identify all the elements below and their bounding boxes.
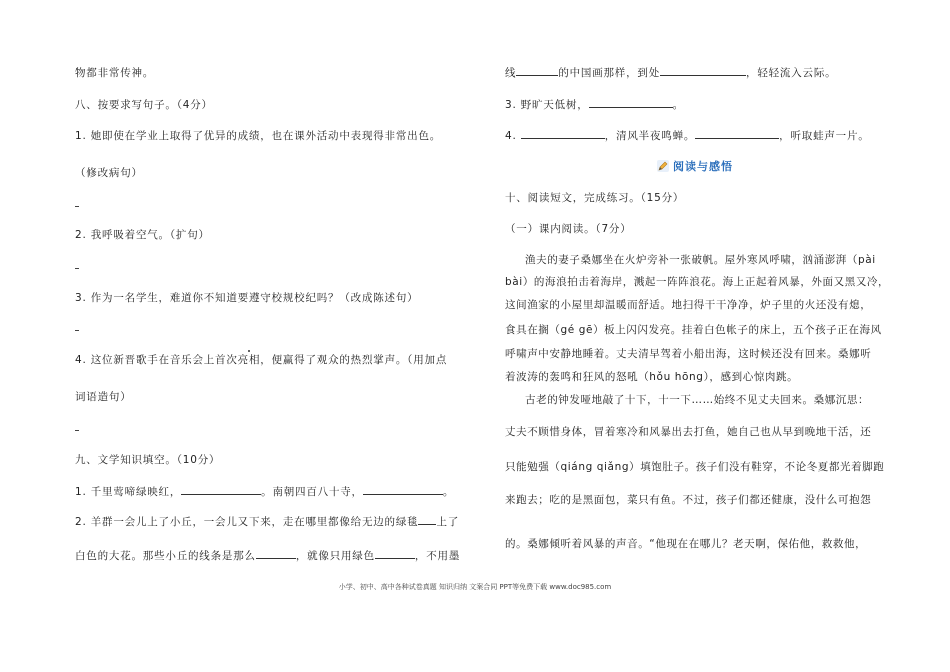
- reading-section-heading: [505, 158, 885, 174]
- fill-3-text-a: 3. 野旷天低树，: [505, 99, 589, 111]
- passage-line: 只能勉强（qiáng qiǎng）填饱肚子。孩子们没有鞋穿，不论冬夏都光着脚跑: [505, 461, 885, 473]
- passage-line: bài）的海浪拍击着海岸，溅起一阵阵浪花。海上正起着风暴，外面又黑又冷，: [505, 276, 890, 288]
- fill-question-2-line-3: [505, 65, 836, 80]
- question-2: 2. 我呼吸着空气。（扩句）: [75, 229, 210, 241]
- fill-4-text-c: ，听取蛙声一片。: [779, 130, 870, 142]
- page-footer: 小学、初中、高中各种试卷真题 知识归纳 文案合同 PPT等免费下载 www.doc985.com: [338, 583, 612, 591]
- fill-2-text-a: 2. 羊群一会儿上了小丘，一会儿又下来，走在哪里都像给无边的绿毯: [75, 516, 419, 528]
- fill-4-text-b: ，清风半夜鸣蝉。: [604, 130, 696, 142]
- continuation-text: 物都非常传神。: [75, 67, 155, 79]
- dotted-word: 亮相: [237, 354, 261, 366]
- section-8-title: 八、按要求写句子。（4分）: [75, 99, 213, 111]
- passage-line: 来跑去；吃的是黑面包，菜只有鱼。不过，孩子们都还健康，没什么可抱怨: [505, 494, 872, 506]
- question-4-cont: 词语造句）: [75, 391, 132, 403]
- fill-2-text-g: 的中国画那样，到处: [558, 67, 661, 79]
- reading-heading-text: 阅读与感悟: [673, 160, 733, 173]
- section-10-title: 十、阅读短文，完成练习。（15分）: [505, 192, 685, 204]
- fill-question-3: [505, 97, 684, 112]
- passage-line: 古老的钟发哑地敲了十下，十一下……始终不见丈夫回来。桑娜沉思：: [525, 394, 870, 406]
- fill-question-2-line-2: [75, 548, 460, 563]
- passage-line: 丈夫不顾惜身体，冒着寒冷和风暴出去打鱼，她自己也从早到晚地干活，还: [505, 426, 872, 438]
- pencil-icon: [657, 160, 669, 172]
- question-1: 1. 她即使在学业上取得了优异的成绩，也在课外活动中表现得非常出色。: [75, 130, 442, 142]
- fill-question-1: [75, 484, 454, 499]
- question-4: [75, 352, 447, 367]
- passage-line: 这间渔家的小屋里却温暖而舒适。地扫得干干净净，炉子里的火还没有熄，: [505, 299, 872, 311]
- fill-2-text-f: 线: [505, 67, 517, 79]
- passage-line: 渔夫的妻子桑娜坐在火炉旁补一张破帆。屋外寒风呼啸，汹涌澎湃（pài: [525, 254, 876, 266]
- question-4-text-b: ，便赢得了观众的热烈掌声。（用加点: [260, 354, 448, 366]
- fill-2-text-c: 白色的大花。那些小丘的线条是那么: [75, 550, 256, 562]
- fill-2-text-e: ，不用墨: [414, 550, 461, 562]
- passage-line: 呼啸声中安静地睡着。丈夫清早驾着小船出海，这时候还没有回来。桑娜听: [505, 348, 872, 360]
- blank-6[interactable]: [516, 66, 558, 76]
- blank-4[interactable]: [256, 549, 296, 559]
- fill-1-text-a: 1. 千里莺啼绿映红，: [75, 486, 182, 498]
- fill-1-text-b: 。南朝四百八十寺，: [261, 486, 363, 498]
- passage-line: 着波涛的轰鸣和狂风的怒吼（hǒu hōng），感到心惊肉跳。: [505, 371, 799, 383]
- blank-2[interactable]: [363, 485, 443, 495]
- question-1-note: （修改病句）: [75, 167, 143, 179]
- blank-9[interactable]: [521, 129, 605, 139]
- answer-line-4[interactable]: [75, 430, 79, 431]
- question-4-text-a: 4. 这位新晋歌手在音乐会上首次: [75, 354, 238, 366]
- fill-4-text-a: 4.: [505, 130, 521, 142]
- fill-question-4: [505, 128, 870, 143]
- blank-3[interactable]: [418, 515, 436, 525]
- fill-3-text-b: 。: [672, 99, 684, 111]
- blank-7[interactable]: [660, 66, 746, 76]
- fill-question-2-line-1: [75, 514, 459, 529]
- answer-line-3[interactable]: [75, 330, 79, 331]
- blank-5[interactable]: [375, 549, 415, 559]
- answer-line-1[interactable]: [75, 206, 79, 207]
- blank-1[interactable]: [181, 485, 261, 495]
- passage-line: 食具在搁（gé gē）板上闪闪发亮。挂着白色帐子的床上，五个孩子正在海风: [505, 324, 882, 336]
- fill-2-text-d: ，就像只用绿色: [295, 550, 375, 562]
- fill-2-text-b: 上了: [436, 516, 460, 528]
- section-9-title: 九、文学知识填空。（10分）: [75, 454, 221, 466]
- blank-10[interactable]: [695, 129, 779, 139]
- fill-1-text-c: 。: [442, 486, 455, 498]
- passage-line: 的。桑娜倾听着风暴的声音。“他现在在哪儿？老天啊，保佑他，救救他，: [505, 538, 867, 550]
- blank-8[interactable]: [589, 98, 673, 108]
- fill-2-text-h: ，轻轻流入云际。: [746, 67, 837, 79]
- question-3: 3. 作为一名学生，难道你不知道要遵守校规校纪吗？（改成陈述句）: [75, 292, 419, 304]
- subsection-1-title: （一）课内阅读。（7分）: [505, 223, 632, 235]
- answer-line-2[interactable]: [75, 268, 79, 269]
